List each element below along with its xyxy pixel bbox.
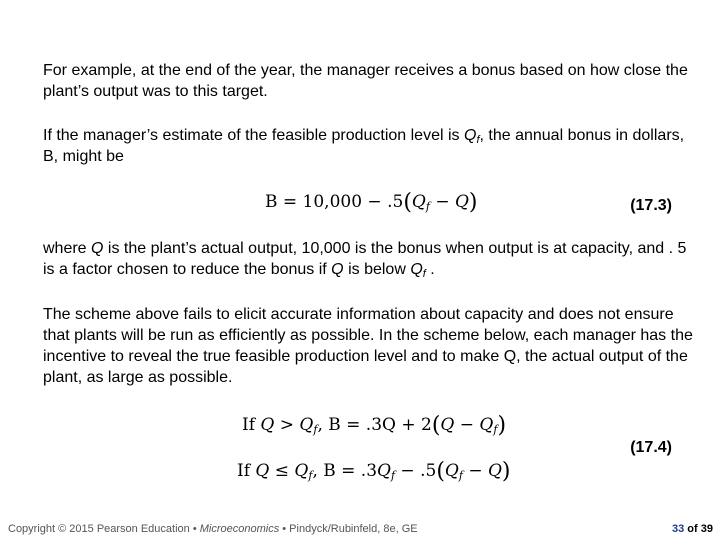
subscript-f: f <box>476 134 480 146</box>
eq-text: , B = .3 <box>312 461 378 481</box>
subscript-f: f <box>422 268 426 280</box>
equation-17-4-line1: If $Q > Q_f$, $B = .3Q + 2(Q - Q_f)$ <box>242 413 507 438</box>
eq-text: If <box>242 415 261 435</box>
eq-var: Q <box>377 461 391 481</box>
eq-sub: f <box>308 469 313 482</box>
eq-op: − <box>429 192 455 212</box>
eq-op: ≤ <box>269 461 295 481</box>
paragraph-intro: For example, at the end of the year, the manager receives a bonus based on how close the plant’s output was to this target. <box>43 62 688 100</box>
equation-17-3: $B = 10,000 - .5(Q_f - Q)$ <box>265 190 478 215</box>
eq-sub: f <box>458 469 463 482</box>
eq-var: Q <box>299 415 314 435</box>
eq-sub: f <box>425 200 430 213</box>
paragraph-where <box>43 238 693 280</box>
eq-op: − <box>454 415 480 435</box>
eq-sub: f <box>313 423 318 436</box>
eq-var: Q <box>255 461 270 481</box>
page-current: 33 <box>672 523 685 535</box>
variable-q: Q <box>463 127 477 144</box>
variable-q: Q <box>331 261 344 278</box>
paragraph-scheme: The scheme above fails to elicit accurate information about capacity and does not ensure that plants will be run as efficiently as possible. In the scheme below, each manager has the incentive to reveal the true feasible production level and to make Q, the actual output of the plant, as large as possible. <box>43 306 693 386</box>
eq-var: Q <box>487 461 502 481</box>
paragraph-bonus-definition <box>43 125 693 167</box>
eq-var: Q <box>440 415 455 435</box>
book-title: Microeconomics <box>199 523 280 535</box>
copyright-text: Copyright © 2015 Pearson Education • <box>8 523 200 535</box>
text: where <box>43 240 92 257</box>
text: is the plant’s actual output, 10,000 is the bonus when output is at capacity, and . 5 is a factor chosen to reduce the bonus if <box>43 240 687 278</box>
eq-var: Q <box>479 415 494 435</box>
eq-lhs: B = 10,000 − .5 <box>265 192 404 212</box>
eq-var: Q <box>454 192 469 212</box>
page-of: of <box>684 523 701 535</box>
footer-copyright <box>8 523 418 535</box>
variable-q: Q <box>410 261 423 278</box>
text: If the manager’s estimate of the feasible production level is <box>43 127 464 144</box>
eq-var: Q <box>411 192 426 212</box>
equation-number-17-4: (17.4) <box>630 439 672 456</box>
equation-17-4-line2: If $Q \le Q_f$, $B = .3Q_f - .5(Q_f - Q)$ <box>237 459 511 484</box>
eq-op: > <box>274 415 300 435</box>
eq-var: Q <box>444 461 459 481</box>
text: . <box>425 261 435 278</box>
equation-number-17-3: (17.3) <box>630 197 672 214</box>
authors-text: • Pindyck/Rubinfeld, 8e, GE <box>279 523 418 535</box>
eq-op: − <box>462 461 488 481</box>
variable-q: Q <box>91 240 104 257</box>
page-total: 39 <box>700 523 713 535</box>
eq-text: − .5 <box>395 461 437 481</box>
eq-var: Q <box>294 461 309 481</box>
eq-sub: f <box>493 423 498 436</box>
eq-sub: f <box>390 469 396 482</box>
eq-text: , B = .3Q + 2 <box>317 415 432 435</box>
text: is below <box>343 261 411 278</box>
page-number <box>672 523 713 535</box>
eq-text: If <box>237 461 256 481</box>
eq-var: Q <box>260 415 275 435</box>
text: , the annual bonus in dollars, B, might be <box>43 127 685 165</box>
